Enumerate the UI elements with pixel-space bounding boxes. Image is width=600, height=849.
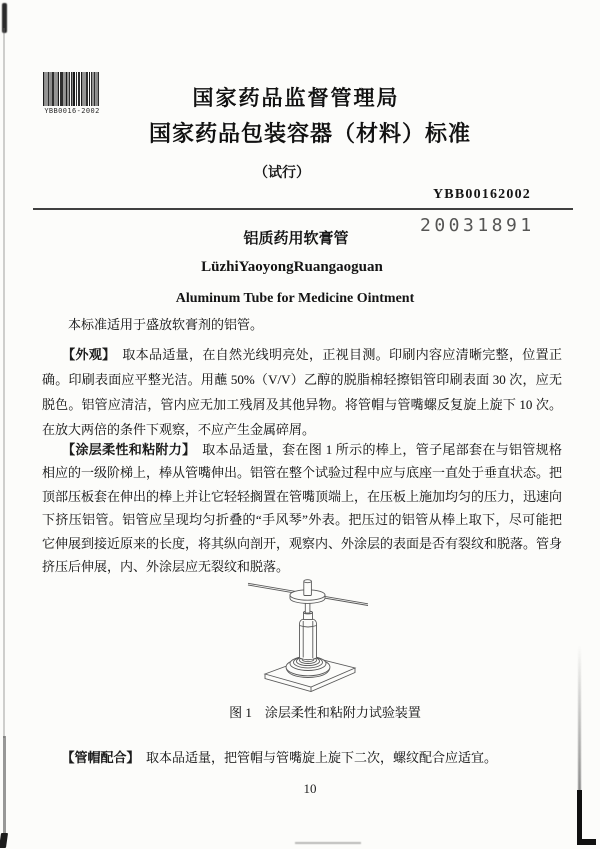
- knob: [304, 580, 312, 596]
- paragraph-line: 下挤压铝管。铝管应呈现均匀折叠的“手风琴”外表。把压过的铝管从棒上取下，尽可能把: [42, 512, 562, 528]
- scan-artifact-bottom-left: [0, 833, 8, 848]
- paragraph-text: 取本品适量，套在图 1 所示的棒上，管子尾部套在与铝管规格: [188, 442, 562, 457]
- figure-1-apparatus-drawing: [240, 574, 390, 702]
- paragraph-text: 取本品适量，把管帽与管嘴旋上旋下二次，螺纹配合应适宜。: [133, 750, 498, 765]
- barcode-label: YBB0016-2002: [44, 107, 100, 115]
- paragraph-coating: [42, 438, 562, 578]
- paragraph-line: 挤压后伸展，内、外涂层应无裂纹和脱落。: [42, 559, 290, 575]
- header-authority-title: 国家药品监督管理局: [192, 86, 400, 110]
- header-divider: [33, 208, 573, 210]
- paragraph-line: 脱色。铝管应清洁，管内应无加工残屑及其他异物。将管帽与管嘴螺反复旋上旋下 10 次。: [42, 397, 562, 412]
- paragraph-line: 顶部压板套在伸出的棒上并让它轻轻搁置在管嘴顶端上，在压板上施加均匀的压力，迅速向: [42, 488, 562, 504]
- received-date-stamp: 20031891: [420, 215, 535, 236]
- paragraph-line: [42, 747, 562, 766]
- paragraph-line: 确。印刷表面应平整光洁。用蘸 50%（V/V）乙醇的脱脂棉轻擦铝管印刷表面 30 次，应无: [42, 372, 562, 387]
- paragraph-line: [42, 342, 562, 367]
- header-standard-title: 国家药品包装容器（材料）标准: [148, 121, 471, 146]
- paragraph-appearance: [42, 342, 562, 442]
- section-head-cap-fit: 【管帽配合】: [42, 750, 134, 765]
- aluminum-tube: [300, 619, 317, 660]
- doc-title-english: Aluminum Tube for Medicine Ointment: [175, 291, 415, 306]
- scope-statement: 本标准适用于盛放软膏剂的铝管。: [42, 317, 264, 332]
- paragraph-text: 取本品适量，在自然光线明亮处，正视目测。印刷内容应清晰完整，位置正: [109, 347, 562, 362]
- header-trial-label: （试行）: [254, 166, 310, 181]
- section-head-coating: 【涂层柔性和粘附力】: [42, 442, 189, 457]
- scan-artifact-top-left: [2, 3, 7, 33]
- paragraph-line: 相应的一级阶梯上，棒从管嘴伸出。铝管在整个试验过程中应与底座一直处于垂直状态。把: [42, 465, 562, 481]
- page-number: 10: [303, 781, 317, 796]
- section-head-appearance: 【外观】: [42, 347, 109, 362]
- paragraph-line: 在放大两倍的条件下观察，不应产生金属碎屑。: [42, 422, 316, 437]
- figure-1-caption: 图 1 涂层柔性和粘附力试验装置: [229, 705, 421, 720]
- scan-artifact-bottom-right: [577, 790, 596, 845]
- scan-artifact-right-fade: [578, 645, 581, 795]
- paragraph-line: [42, 438, 562, 461]
- doc-title-pinyin: LüzhiYaoyongRuangaoguan: [201, 259, 383, 275]
- paragraph-line: 它伸展到接近原来的长度，将其纵向剖开，观察内、外涂层的表面是否有裂纹和脱落。管身: [42, 535, 562, 551]
- standard-number: YBB00162002: [433, 187, 531, 202]
- doc-title-chinese: 铝质药用软膏管: [243, 231, 349, 247]
- scan-artifact-bottom-smudge: [295, 842, 361, 844]
- paragraph-cap-fit: [42, 747, 562, 766]
